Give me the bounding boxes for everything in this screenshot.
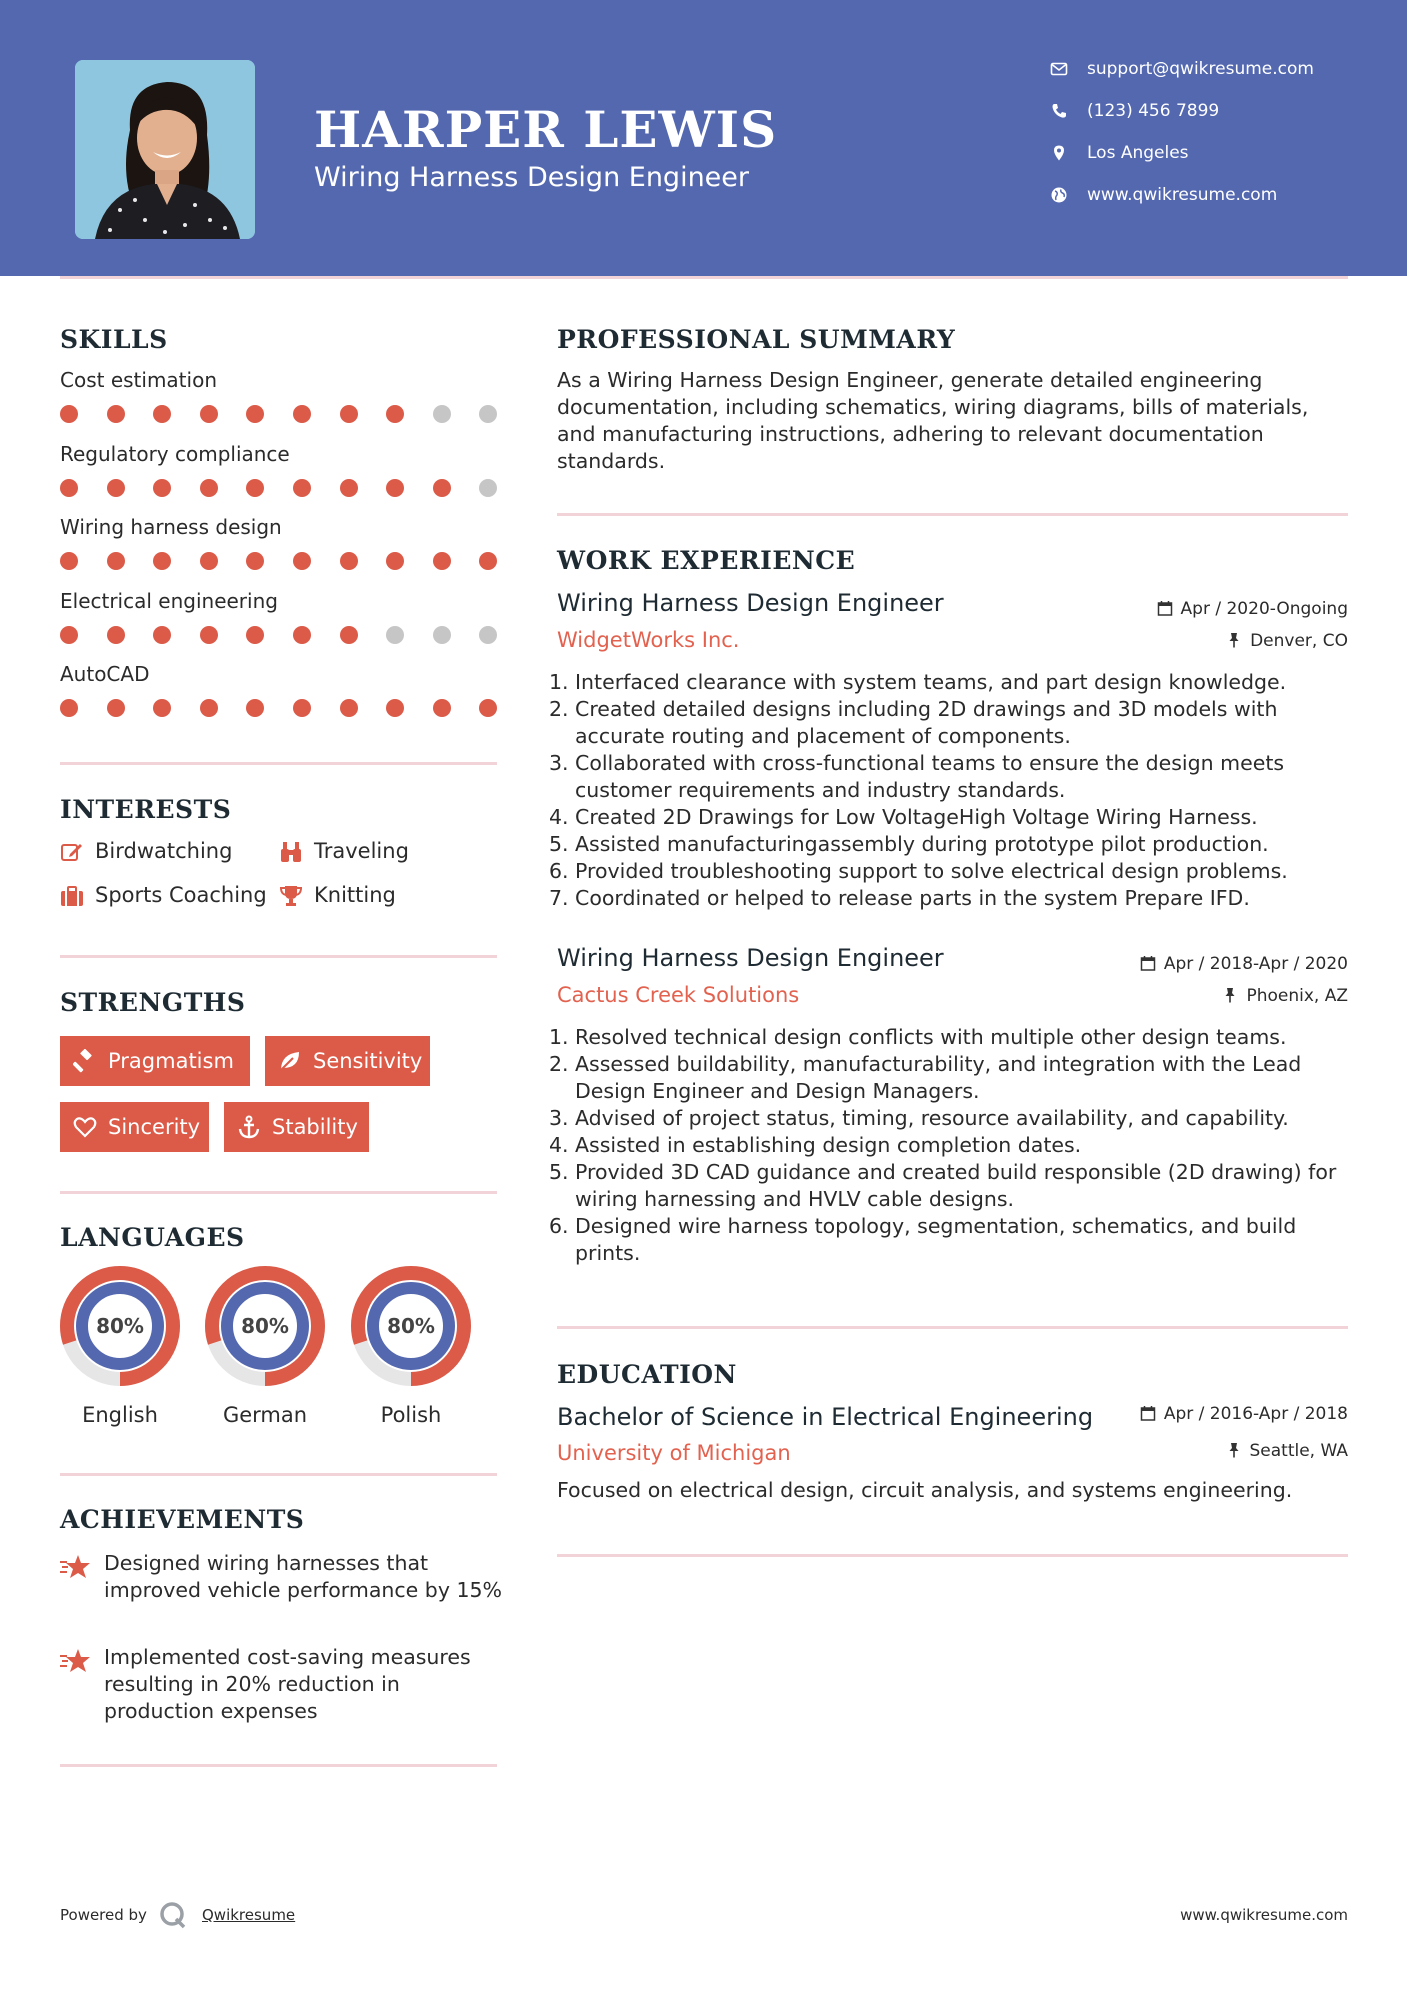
interest-label: Traveling xyxy=(314,839,409,863)
qwikresume-link[interactable]: Qwikresume xyxy=(202,1906,296,1924)
skill-dot-filled xyxy=(246,699,264,717)
skill-dot-filled xyxy=(60,405,78,423)
contact-website[interactable] xyxy=(1050,184,1370,208)
interest-label: Knitting xyxy=(314,883,396,907)
degree-title: Bachelor of Science in Electrical Engineering xyxy=(557,1403,1094,1431)
skill-label: Electrical engineering xyxy=(60,589,278,613)
job-title: Wiring Harness Design Engineer xyxy=(557,589,944,617)
envelope-icon xyxy=(1050,60,1068,78)
responsibility-item: 4. Created 2D Drawings for Low VoltageHigh Voltage Wiring Harness. xyxy=(549,805,1258,829)
heart-icon xyxy=(73,1115,97,1139)
skill-dot-filled xyxy=(60,479,78,497)
profile-photo xyxy=(75,60,255,239)
job-dates-text: Apr / 2018-Apr / 2020 xyxy=(1163,954,1348,974)
job-location-text: Phoenix, AZ xyxy=(1246,986,1348,1006)
skill-dot-filled xyxy=(246,479,264,497)
job-dates-text: Apr / 2020-Ongoing xyxy=(1180,599,1348,619)
responsibility-item: 3. Collaborated with cross-functional teams to ensure the design meets customer requirements and industry standards. xyxy=(549,751,1285,802)
education-description: Focused on electrical design, circuit analysis, and systems engineering. xyxy=(557,1478,1293,1502)
strength-label: Stability xyxy=(272,1115,358,1139)
contact-phone[interactable] xyxy=(1050,100,1370,124)
section-divider xyxy=(60,1764,497,1767)
skill-dot-filled xyxy=(293,626,311,644)
trophy-icon xyxy=(279,885,303,907)
skill-dot-filled xyxy=(433,479,451,497)
achievement-item: Designed wiring harnesses that improved vehicle performance by 15% xyxy=(104,1551,503,1602)
interest-label: Sports Coaching xyxy=(95,883,267,907)
strength-tag xyxy=(265,1036,430,1086)
achievements-title: ACHIEVEMENTS xyxy=(60,1505,305,1534)
section-divider xyxy=(60,762,497,765)
responsibility-item: 1. Interfaced clearance with system teams, and part design knowledge. xyxy=(549,670,1287,694)
skill-dot-filled xyxy=(246,552,264,570)
responsibility-item: 7. Coordinated or helped to release parts in the system Prepare IFD. xyxy=(549,886,1250,910)
job-location-text: Denver, CO xyxy=(1250,631,1348,651)
skill-dot-filled xyxy=(153,405,171,423)
skill-dot-filled xyxy=(107,479,125,497)
company-name: WidgetWorks Inc. xyxy=(557,628,740,652)
skill-dot-filled xyxy=(107,405,125,423)
skill-dot-filled xyxy=(107,699,125,717)
section-divider xyxy=(60,955,497,958)
skill-dot-filled xyxy=(60,699,78,717)
responsibility-item: 4. Assisted in establishing design completion dates. xyxy=(549,1133,1082,1157)
skill-dot-filled xyxy=(246,626,264,644)
language-name: Polish xyxy=(380,1403,442,1427)
skill-dot-filled xyxy=(340,699,358,717)
calendar-icon xyxy=(1157,600,1173,616)
skill-dot-empty xyxy=(386,626,404,644)
responsibility-item: 3. Advised of project status, timing, resource availability, and capability. xyxy=(549,1106,1289,1130)
skill-dot-filled xyxy=(200,699,218,717)
phone-icon xyxy=(1050,102,1068,120)
pushpin-icon xyxy=(1226,1442,1242,1458)
summary-text: As a Wiring Harness Design Engineer, generate detailed engineering documentation, including schematics, wiring diagrams, bills of materials, and manufacturing instructions, adhering to relevant documentation standards. xyxy=(557,368,1309,473)
skill-dot-filled xyxy=(200,552,218,570)
experience-title: WORK EXPERIENCE xyxy=(557,546,856,575)
responsibility-list xyxy=(549,1024,1357,1267)
skill-label: Regulatory compliance xyxy=(60,442,290,466)
strength-label: Pragmatism xyxy=(108,1049,234,1073)
candidate-name: HARPER LEWIS xyxy=(314,100,778,159)
responsibility-item: 2. Created detailed designs including 2D drawings and 3D models with accurate routing and placement of components. xyxy=(549,697,1278,748)
languages-title: LANGUAGES xyxy=(60,1223,245,1252)
section-divider xyxy=(557,1554,1348,1557)
leaf-icon xyxy=(278,1049,302,1073)
education-location xyxy=(1226,1441,1349,1461)
interest-label: Birdwatching xyxy=(95,839,233,863)
skill-dot-filled xyxy=(293,699,311,717)
pushpin-icon xyxy=(1222,987,1238,1003)
skill-dot-empty xyxy=(433,626,451,644)
education-dates xyxy=(1140,1404,1348,1424)
skill-dot-empty xyxy=(479,405,497,423)
skills-title: SKILLS xyxy=(60,325,168,354)
skill-dot-filled xyxy=(433,699,451,717)
gavel-icon xyxy=(73,1049,97,1073)
language-percent: 80% xyxy=(387,1314,435,1338)
skill-dot-empty xyxy=(433,405,451,423)
anchor-icon xyxy=(237,1115,261,1139)
section-divider xyxy=(557,513,1348,516)
education-location-text: Seattle, WA xyxy=(1249,1441,1348,1461)
job-location xyxy=(1222,986,1348,1006)
candidate-title: Wiring Harness Design Engineer xyxy=(314,162,750,193)
skill-label: Wiring harness design xyxy=(60,515,282,539)
responsibility-item: 1. Resolved technical design conflicts with multiple other design teams. xyxy=(549,1025,1287,1049)
skill-dot-filled xyxy=(246,405,264,423)
contact-location-text: Los Angeles xyxy=(1087,143,1189,163)
contact-email-text: support@qwikresume.com xyxy=(1087,59,1314,79)
responsibility-item: 5. Provided 3D CAD guidance and created build responsible (2D drawing) for wiring harnessing and HVLV cable designs. xyxy=(549,1160,1337,1211)
responsibility-item: 5. Assisted manufacturingassembly during prototype pilot production. xyxy=(549,832,1269,856)
skill-dot-filled xyxy=(200,405,218,423)
skill-dot-filled xyxy=(340,552,358,570)
strength-tag xyxy=(60,1036,250,1086)
skill-dot-filled xyxy=(107,552,125,570)
skill-dot-filled xyxy=(200,626,218,644)
company-name: Cactus Creek Solutions xyxy=(557,983,800,1007)
school-name: University of Michigan xyxy=(557,1441,791,1465)
achievement-item: Implemented cost-saving measures resulting in 20% reduction in production expenses xyxy=(104,1645,471,1723)
education-dates-text: Apr / 2016-Apr / 2018 xyxy=(1163,1404,1348,1424)
skill-dot-filled xyxy=(200,479,218,497)
skill-dot-filled xyxy=(479,699,497,717)
briefcase-icon xyxy=(60,885,84,907)
map-pin-icon xyxy=(1050,144,1068,162)
star-badge-icon xyxy=(58,1552,92,1582)
qwikresume-logo-icon xyxy=(158,1900,188,1930)
skill-dot-filled xyxy=(340,479,358,497)
responsibility-item: 6. Designed wire harness topology, segmentation, schematics, and build prints. xyxy=(549,1214,1297,1265)
section-divider xyxy=(557,1326,1348,1329)
skill-dot-empty xyxy=(479,479,497,497)
skill-dot-filled xyxy=(479,552,497,570)
skill-dot-filled xyxy=(340,626,358,644)
calendar-icon xyxy=(1140,1405,1156,1421)
section-divider xyxy=(60,1191,497,1194)
section-divider xyxy=(60,1473,497,1476)
skill-dot-empty xyxy=(479,626,497,644)
skill-dot-filled xyxy=(293,552,311,570)
language-name: English xyxy=(82,1403,158,1427)
binoculars-icon xyxy=(279,841,303,863)
contact-website-text: www.qwikresume.com xyxy=(1087,185,1278,205)
job-dates xyxy=(1157,599,1348,619)
powered-by-text: Powered by xyxy=(60,1906,147,1924)
skill-dot-filled xyxy=(153,552,171,570)
skill-dot-filled xyxy=(386,699,404,717)
language-donut xyxy=(350,1265,472,1387)
responsibility-item: 6. Provided troubleshooting support to solve electrical design problems. xyxy=(549,859,1288,883)
job-location xyxy=(1226,631,1348,651)
skill-dot-filled xyxy=(340,405,358,423)
strength-label: Sincerity xyxy=(108,1115,201,1139)
language-percent: 80% xyxy=(96,1314,144,1338)
footer-website[interactable]: www.qwikresume.com xyxy=(1180,1906,1348,1924)
skill-dot-filled xyxy=(60,552,78,570)
strength-tag xyxy=(224,1102,369,1152)
interests-title: INTERESTS xyxy=(60,795,232,824)
resume-header xyxy=(0,0,1407,276)
contact-location xyxy=(1050,142,1370,166)
skill-dot-filled xyxy=(386,479,404,497)
language-percent: 80% xyxy=(241,1314,289,1338)
education-title: EDUCATION xyxy=(557,1360,737,1389)
skill-dot-filled xyxy=(386,405,404,423)
skill-dot-filled xyxy=(60,626,78,644)
skill-dot-filled xyxy=(107,626,125,644)
job-dates xyxy=(1140,954,1348,974)
skill-dot-filled xyxy=(153,699,171,717)
edit-icon xyxy=(60,841,84,863)
strength-tag xyxy=(60,1102,209,1152)
star-badge-icon xyxy=(58,1646,92,1676)
responsibility-item: 2. Assessed buildability, manufacturability, and integration with the Lead Design Engineer and Design Managers. xyxy=(549,1052,1302,1103)
contact-email[interactable] xyxy=(1050,58,1370,82)
skill-dot-filled xyxy=(433,552,451,570)
summary-title: PROFESSIONAL SUMMARY xyxy=(557,325,956,354)
job-title: Wiring Harness Design Engineer xyxy=(557,944,944,972)
language-name: German xyxy=(222,1403,308,1427)
strengths-title: STRENGTHS xyxy=(60,988,246,1017)
skill-dot-filled xyxy=(293,479,311,497)
language-donut xyxy=(204,1265,326,1387)
skill-dot-filled xyxy=(386,552,404,570)
responsibility-list xyxy=(549,669,1357,912)
calendar-icon xyxy=(1140,955,1156,971)
strength-label: Sensitivity xyxy=(313,1049,423,1073)
globe-icon xyxy=(1050,186,1068,204)
skill-dot-filled xyxy=(153,626,171,644)
skill-label: Cost estimation xyxy=(60,368,217,392)
skill-label: AutoCAD xyxy=(60,662,150,686)
header-divider xyxy=(60,276,1348,279)
skill-dot-filled xyxy=(293,405,311,423)
contact-phone-text: (123) 456 7899 xyxy=(1087,101,1220,121)
pushpin-icon xyxy=(1226,632,1242,648)
language-donut xyxy=(59,1265,181,1387)
skill-dot-filled xyxy=(153,479,171,497)
